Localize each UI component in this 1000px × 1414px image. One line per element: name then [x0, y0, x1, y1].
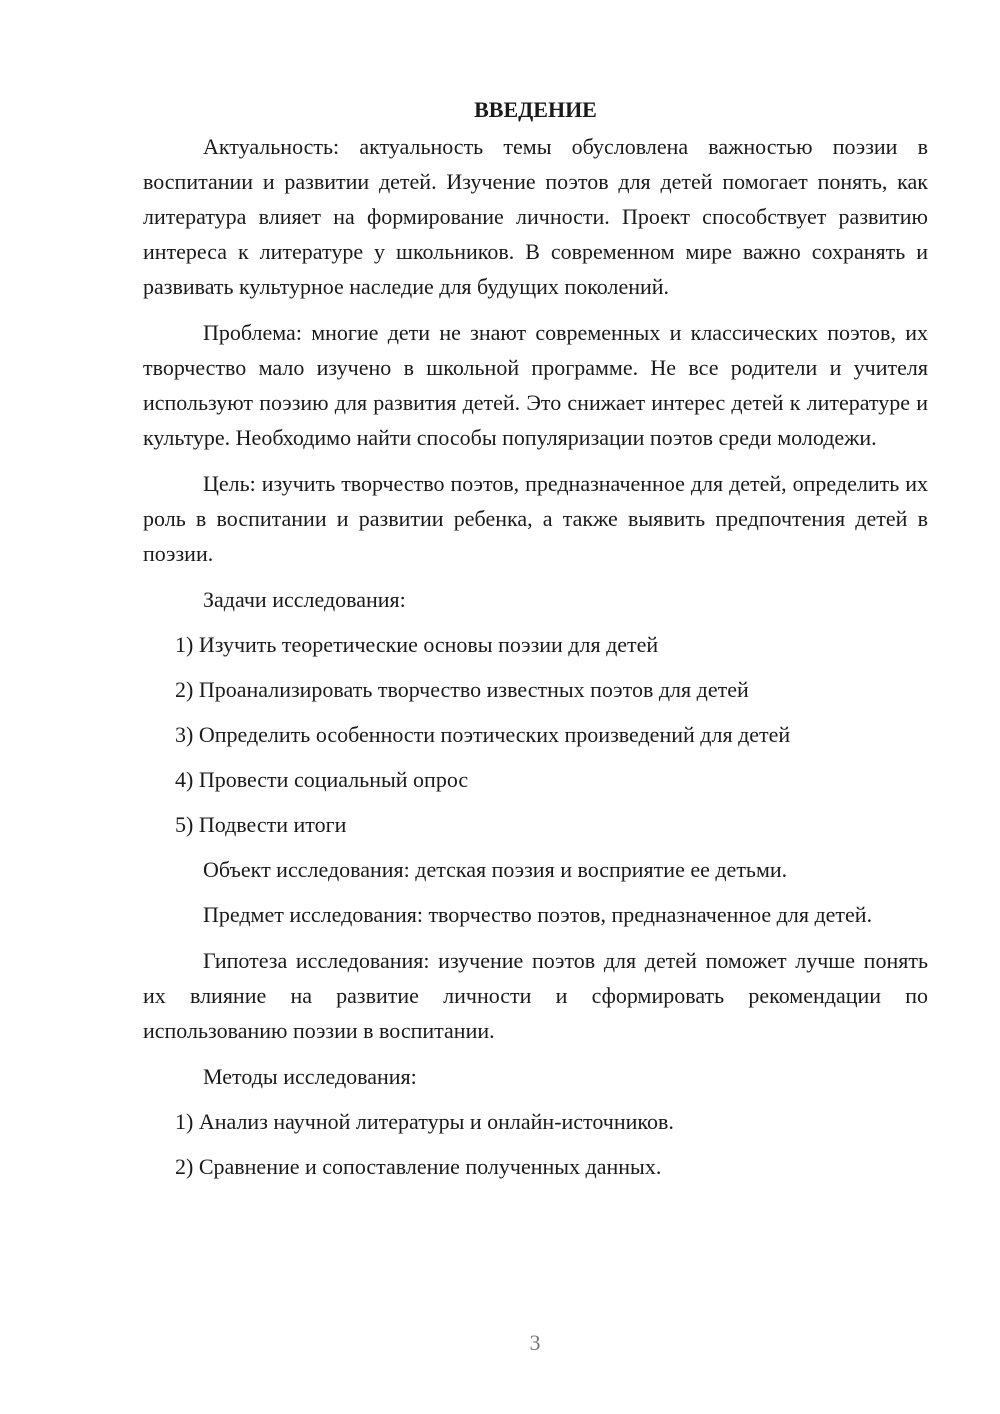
hypothesis-paragraph: Гипотеза исследования: изучение поэтов для детей поможет лучше понять их влияние на развитие личности и сформировать рекомендации по использованию поэзии в воспитании. — [143, 948, 928, 1043]
methods-list — [143, 1104, 928, 1184]
problem-paragraph: Проблема: многие дети не знают современных и классических поэтов, их творчество мало изучено в школьной программе. Не все родители и учителя используют поэзию для развития детей. Это снижает интерес детей к литературе и культуре. Необходимо найти способы популяризации поэтов среди молодежи. — [143, 320, 928, 450]
tasks-list — [143, 627, 928, 842]
method-item: 2) Сравнение и сопоставление полученных данных. — [175, 1154, 662, 1179]
task-item: 1) Изучить теоретические основы поэзии для детей — [175, 632, 659, 657]
methods-heading: Методы исследования: — [203, 1064, 417, 1089]
tasks-heading: Задачи исследования: — [203, 587, 406, 612]
subject-paragraph: Предмет исследования: творчество поэтов, предназначенное для детей. — [203, 902, 873, 927]
section-title: ВВЕДЕНИЕ — [474, 97, 597, 122]
object-paragraph: Объект исследования: детская поэзия и восприятие ее детьми. — [203, 857, 788, 882]
document-page — [143, 93, 928, 1194]
task-item: 3) Определить особенности поэтических произведений для детей — [175, 722, 791, 747]
relevance-paragraph: Актуальность: актуальность темы обусловлена важностью поэзии в воспитании и развитии детей. Изучение поэтов для детей помогает понять, как литература влияет на формирование личности. Проект способствует развитию интереса к литературе у школьников. В современном мире важно сохранять и развивать культурное наследие для будущих поколений. — [143, 134, 928, 299]
method-item: 1) Анализ научной литературы и онлайн-источников. — [175, 1109, 674, 1134]
task-item: 2) Проанализировать творчество известных поэтов для детей — [175, 677, 749, 702]
goal-paragraph: Цель: изучить творчество поэтов, предназначенное для детей, определить их роль в воспитании и развитии ребенка, а также выявить предпочтения детей в поэзии. — [143, 471, 928, 566]
task-item: 5) Подвести итоги — [175, 812, 347, 837]
page-number: 3 — [529, 1330, 541, 1355]
task-item: 4) Провести социальный опрос — [175, 767, 469, 792]
